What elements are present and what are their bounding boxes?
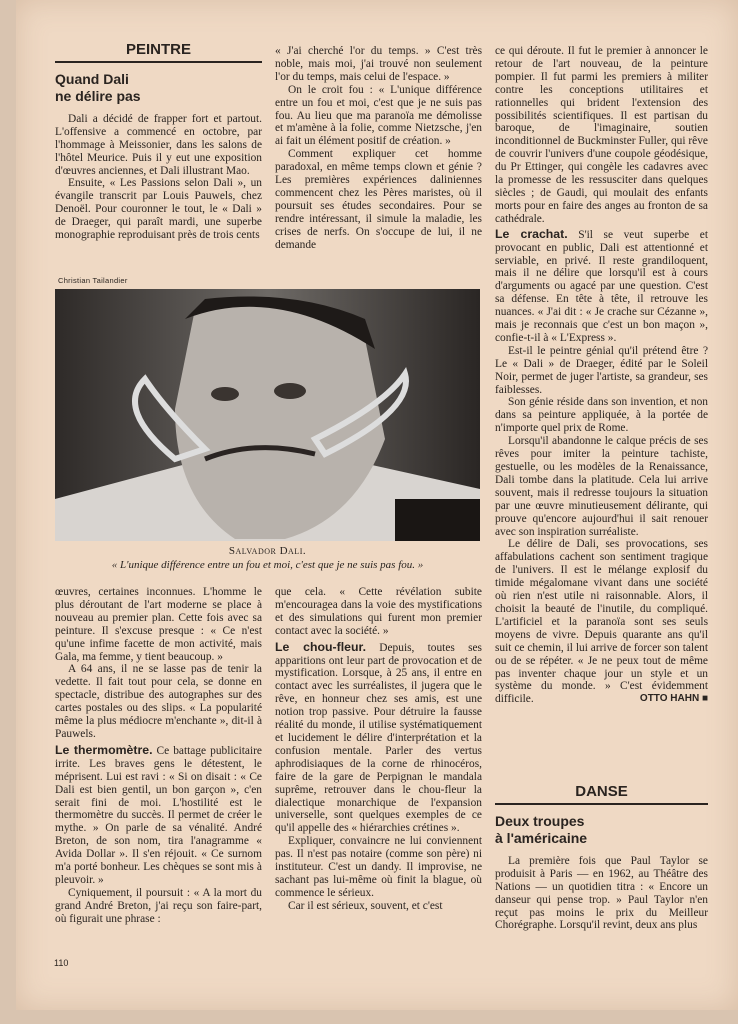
article-headline: [55, 71, 262, 105]
column-3: [495, 45, 708, 706]
page-number: 110: [54, 958, 69, 968]
paragraph: [275, 641, 482, 836]
paragraph-text: Ce battage publicitaire irrite. Les braves gens le détestent, le méprisent. Lui est ravi : « Si on disait : « Ce Dali est bien gentil, un bon garçon », c'en serait fini de moi. L'hostilité est le thermomètre du succès. Il permet de créer le mythe. » On parle de sa vénalité. André Breton, de son nom, tira l'anagramme « Avida Dollar ». Il s'en réjouit. « Ce surnom m'a porté bonheur. Les chèques se sont mis à pleuvoir. »: [55, 744, 262, 886]
paragraph: Son génie réside dans son invention, et non dans sa peinture appliquée, à la portée de n'importe quel prix de Rome.: [495, 396, 708, 435]
paragraph: que cela. « Cette révélation subite m'encouragea dans la voie des mystifications et des simulations qui furent mon premier contact avec la société. »: [275, 586, 482, 637]
caption-quote: « L'unique différence entre un fou et moi, c'est que je ne suis pas fou. »: [111, 559, 424, 571]
column-2-bottom: [275, 586, 482, 913]
paragraph: La première fois que Paul Taylor se produisit à Paris — en 1962, au Théâtre des Nations — un quotidien titra : « Encore un danseur qui pense trop. » Paul Taylor n'en reçut pas moins le prix du Meilleur Chorégraphe. Lorsqu'il revint, deux ans plus: [495, 854, 708, 932]
paragraph-text: Depuis, toutes ses apparitions ont leur part de provocation et de mystification. Lorsque, à 25 ans, il entre en contact avec les surréalistes, il jugera que le rêve, en honneur chez ses amis, est une notion trop passive. Pour détruire la fausse réalité du monde, il utilise systématiquement et lucidement le délire d'interprétation et la confusion mentale. Parler des vertus aphrodisiaques de la corne de rhinocéros, faire de la gare de Perpignan le mandala suprême, retrouver dans le chou-fleur la dialectique monarchique de l'expansion universelle, sont quelques exemples de ce qu'il appelle des « hiérarchies crétines ».: [275, 641, 482, 835]
paragraph: [495, 538, 708, 706]
column-2-top: [275, 45, 482, 252]
paragraph-text: Le délire de Dali, ses provocations, ses affabulations cachent son sentiment tragique de l'univers. Il est le mélange explosif du timide mégalomane vivant dans une société où rien n'est utile ni raisonnable. Alors, il choisit la beauté de l'inutile, du compliqué. L'artificiel et la paranoïa sont ses seuls moyens de vivre. Depuis quarante ans qu'il suit ce chemin, il lui arrive de forcer son talent ou de se répéter. « Je ne peux tout de même pas inventer chaque jour un style et un système du monde. » C'est évidemment difficile.: [495, 538, 708, 706]
paragraph: [495, 228, 708, 345]
danse-headline: [495, 813, 708, 847]
subhead-crachat: Le crachat.: [495, 226, 568, 241]
paragraph: Ensuite, « Les Passions selon Dali », un évangile transcrit par Louis Pauwels, chez Denoël. Pour couronner le tout, le « Dali » de Draeger, qui paraît mardi, une superbe monographie reproduisant près de trois cents: [55, 177, 262, 242]
headline-line-1: Deux troupes: [495, 812, 585, 829]
paragraph: Est-il le peintre génial qu'il prétend être ? Le « Dali » de Draeger, édité par le Soleil Noir, permet de juger l'artiste, sa grandeur, ses faiblesses.: [495, 344, 708, 396]
paragraph: Car il est sérieux, souvent, et c'est: [288, 899, 443, 912]
headline-line-1: Quand Dali: [55, 70, 129, 87]
paragraph: A 64 ans, il ne se lasse pas de tenir la vedette. Il fait tout pour cela, se donne en spectacle, distribue des autographes sur des cartes postales ou des slips. « La popularité même la plus médiocre m'enchante », dit-il à Pauwels.: [55, 663, 262, 740]
column-1-top: [55, 41, 262, 242]
paragraph: ce qui déroute. Il fut le premier à annoncer le retour de l'art nouveau, de la peinture pompier. Il fut parmi les premiers à militer contre les conceptions utilitaires et rationnelles qui brident l'extension des possibilités scientifiques. Il est partisan du baroque, de l'imaginaire, soutien inconditionnel de Buckminster Fuller, qui rêve de couvrir l'univers d'une coupole géodésique, du Pr Ettinger, qui congèle les cadavres avec la promesse de les ressusciter dans quelques siècles ; de Gaudi, qui moulait des enfants morts pour en faire des anges au fronton de sa cathédrale.: [495, 45, 708, 225]
paragraph: Dali a décidé de frapper fort et partout. L'offensive a commencé en octobre, par l'hommage à Meissonier, dans les salons de l'hôtel Meurice. Puis il y eut une exposition d'œuvres anciennes, et Dali illustrant Mao.: [55, 112, 262, 177]
paragraph-text: S'il se veut superbe et provocant en public, Dali est attentionné et serviable, en privé. Il reste grandiloquent, mais il ne délire que lorsqu'il est à cours d'arguments ou agacé par une question. C'est sa défense. En tête à tête, il retrouve les nuances. « J'ai dit : « Je crache sur Cézanne », mais je reconnais que c'est un bon maçon », confie-t-il à « L'Express ».: [495, 228, 708, 344]
author-signature: OTTO HAHN ■: [639, 693, 708, 705]
paragraph: œuvres, certaines inconnues. L'homme le plus déroutant de l'art moderne se place à nouveau au premier plan. Cette fois avec sa peinture. Il s'excuse presque : « Ce n'est qu'une infime facette de mon activité, mais Gala, ma femme, y tient beaucoup. »: [55, 586, 262, 663]
headline-line-2: à l'américaine: [495, 829, 588, 846]
column-1-bottom: [55, 586, 262, 926]
subhead-thermometre: Le thermomètre.: [55, 742, 153, 757]
subhead-chou-fleur: Le chou-fleur.: [275, 639, 367, 654]
dali-portrait-photo: [55, 289, 480, 541]
photo-caption: [55, 544, 480, 572]
caption-name: Salvador Dali.: [228, 545, 307, 557]
danse-article: [495, 783, 708, 932]
paragraph: Comment expliquer cet homme paradoxal, en même temps clown et génie ? Les premières expériences daliniennes commencent chez les Pères maristes, où il poursuit ses études secondaires. Pour se rendre intéressant, il simule la maladie, les crises de nerfs. On s'occupe de lui, il ne demande: [275, 148, 482, 251]
photo-credit: Christian Tailandier: [58, 276, 128, 285]
section-title-danse: DANSE: [495, 786, 708, 805]
paragraph: Cyniquement, il poursuit : « A la mort du grand André Breton, j'ai reçu son faire-part, où figurait une phrase :: [55, 886, 262, 925]
paragraph: [55, 744, 262, 887]
portrait-image: [55, 289, 480, 541]
headline-line-2: ne délire pas: [55, 87, 141, 104]
paragraph: On le croit fou : « L'unique différence entre un fou et moi, c'est que je ne suis pas fou. Au lieu que ma paranoïa me démolisse et m'amène à la folie, comme Nietzsche, j'en ai fait un élément positif de création. »: [275, 83, 482, 148]
section-title-peintre: PEINTRE: [55, 44, 262, 63]
paragraph: Lorsqu'il abandonne le calque précis de ses rêves pour imiter la peinture tachiste, gestuelle, ou les modèles de la Renaissance, Dali tombe dans la platitude. Cela lui arrive souvent, mais il redresse toujours la situation par une œuvre minutieusement délirante, qui prouve qu'encore aujourd'hui il sait renouer avec son inspiration surréaliste.: [495, 435, 708, 538]
paragraph: Expliquer, convaincre ne lui conviennent pas. Il n'est pas notaire (comme son père) ni instituteur. C'est un dandy. Il improvise, ne sachant pas lui-même où finit la blague, où commence le sérieux.: [275, 835, 482, 899]
magazine-page: [16, 0, 738, 1010]
paragraph: « J'ai cherché l'or du temps. » C'est très noble, mais moi, j'ai trouvé non seulement l'or du temps, mais celui de l'espace. »: [275, 45, 482, 83]
